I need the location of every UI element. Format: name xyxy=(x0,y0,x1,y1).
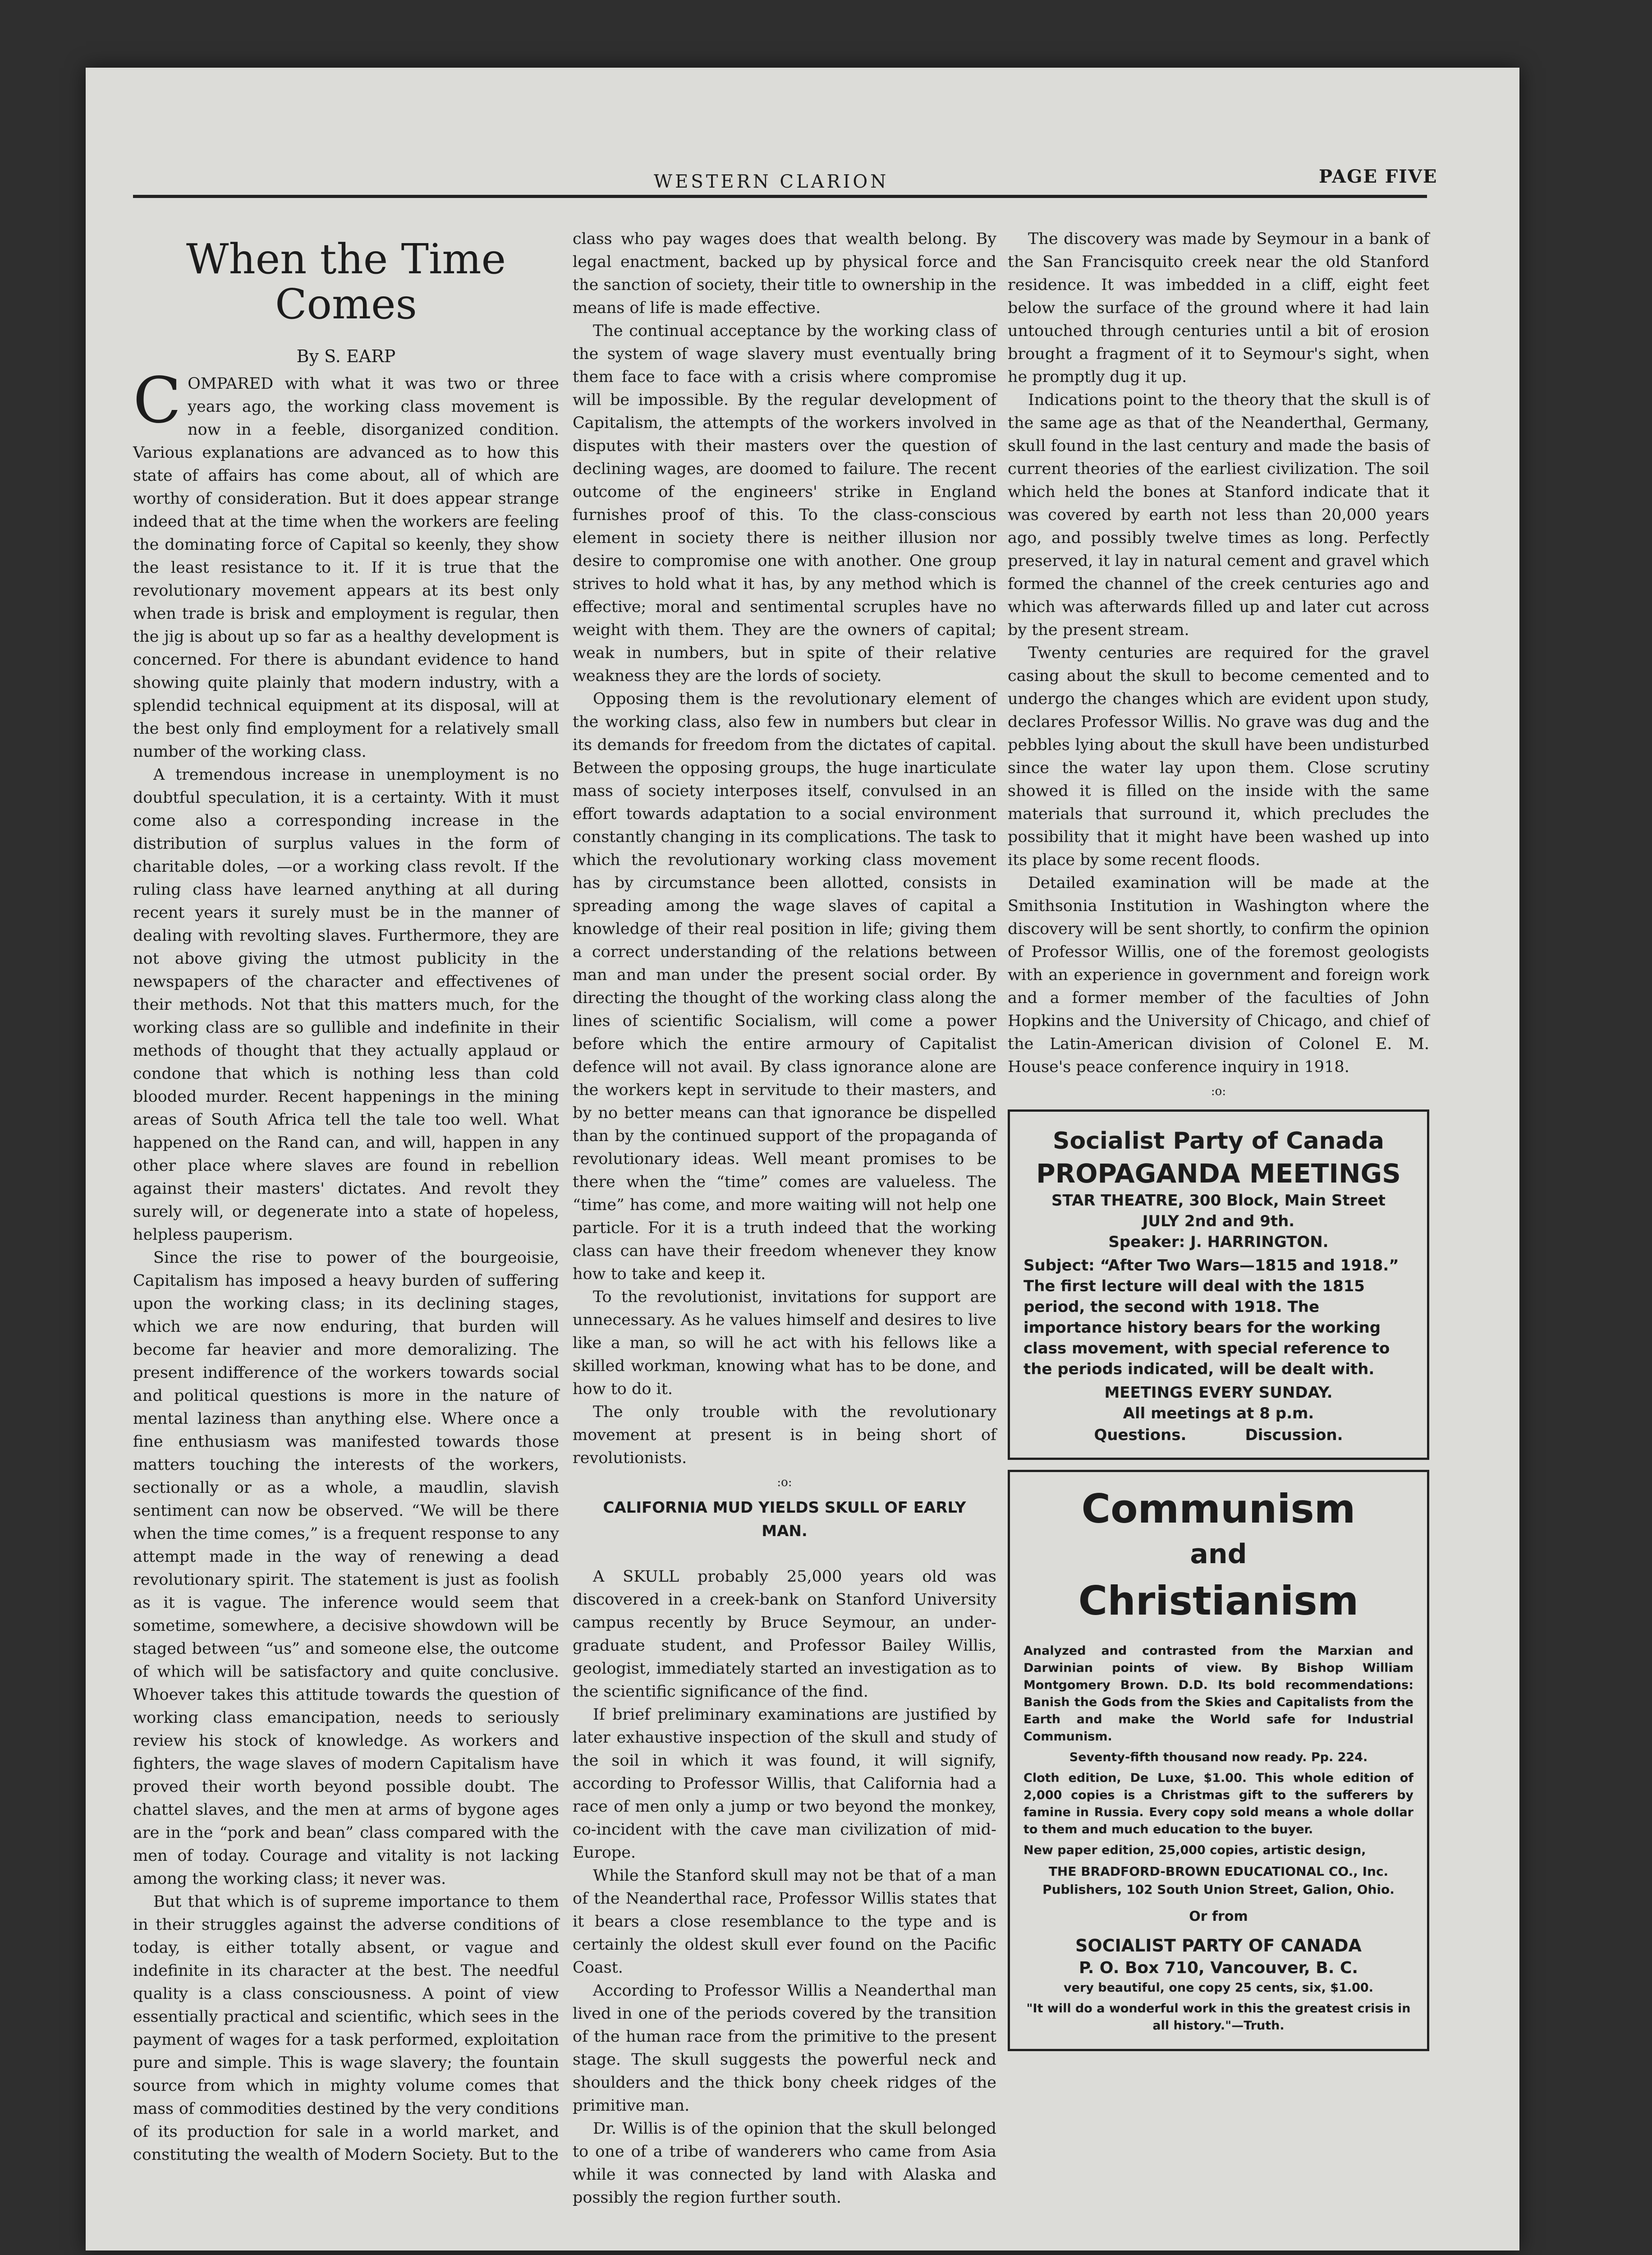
ad-discussion: Discussion. xyxy=(1245,1426,1343,1444)
section-divider: :o: xyxy=(1211,1085,1226,1098)
ad-headline: PROPAGANDA MEETINGS xyxy=(1036,1158,1401,1189)
article-title-line-1: When the Time xyxy=(186,235,506,283)
ad2-po-box: P. O. Box 710, Vancouver, B. C. xyxy=(1078,1959,1358,1977)
paragraph: Detailed examination will be made at the Smithsonia Institution in Washington where the discovery will be sent shortly, to confirm the opinion of Professor Willis, one of the foremost geologists with an experience in government and foreign work and a former member of the faculties of John Hopkins and the University of Chicago, and chief of the Latin-American division of Colonel E. M. House's peace conference inquiry in 1918. xyxy=(1008,874,1429,1076)
ad-questions: Questions. xyxy=(1094,1426,1187,1444)
ad2-spc: SOCIALIST PARTY OF CANADA xyxy=(1075,1936,1362,1956)
paragraph: But that which is of supreme importance to them in their struggles against the adverse conditions of today, is either totally absent, or vague and indefinite in its character at the best. The needful quality is a class consciousness. A point of view essentially practical and scientific, which sees in the payment of wages for a task performed, exploitation pure and simple. This is wage slavery; the fountain source from which in mighty volume comes that mass of commodities destined by the very conditions of its production for sale in a world market, and constituting the wealth of Modern Society. But to the xyxy=(133,1893,559,2164)
ad-dates: JULY 2nd and 9th. xyxy=(1142,1212,1295,1230)
paragraph-text: OMPARED with what it was two or three years ago, the working class movement is now in a feeble, disorganized condition. Various explanations are advanced as to how this state of affairs has come about, all of which are worthy of consideration. But it does appear strange indeed that at the time when the workers are feeling the dominating force of Capital so keenly, they show the least resistance to it. If it is true that the revolutionary movement appears at its best only when trade is brisk and employment is regular, then the jig is about up so far as a healthy development is concerned. For there is abundant evidence to hand showing quite plainly that modern industry, with a splendid technical equipment at its disposal, will at the best only find employment for a relatively small number of the working class. xyxy=(133,375,559,761)
paragraph: Twenty centuries are required for the gravel casing about the skull to become cemented and to undergo the changes which are evident upon study, declares Professor Willis. No grave was dug and the pebbles lying about the skull have been undisturbed since the water lay upon them. Close scrutiny showed it is filled on the inside with the same materials that surround it, which precludes the possibility that it might have been washed up into its place by some recent floods. xyxy=(1008,644,1429,869)
paragraph: A tremendous increase in unemployment is no doubtful speculation, it is a certainty. With it must come also a corresponding increase in the distribution of surplus values in the form of charitable doles, —or a working class revolt. If the ruling class have learned anything at all during recent years it surely must be in the manner of dealing with revolting slaves. Furthermore, they are not above giving the utmost publicity in the newspapers of the character and effectivenes of their methods. Not that this matters much, for the working class are so gullible and indefinite in their methods of thought that they actually applaud or condone that which is nothing less than cold blooded murder. Recent happenings in the mining areas of South Africa tell the tale too well. What happened on the Rand can, and will, happen in any other place where slaves are found in rebellion against their masters' dictates. And revolt they surely will, or degenerate into a state of hopeless, helpless pauperism. xyxy=(133,766,559,1244)
article-title xyxy=(133,237,559,327)
ad2-title-3: Christianism xyxy=(1078,1578,1359,1624)
paragraph: According to Professor Willis a Neanderthal man lived in one of the periods covered by the transition of the human race from the primitive to the present stage. The skull suggests the powerful neck and shoulders and the thick bony cheek ridges of the primitive man. xyxy=(573,1982,996,2115)
paragraph xyxy=(133,364,559,764)
header-rule xyxy=(133,195,1427,198)
paragraph: A SKULL probably 25,000 years old was discovered in a creek-bank on Stanford University campus recently by Bruce Seymour, an under-graduate student, and Professor Bailey Willis, geologist, immediately started an investigation as to the scientific significance of the find. xyxy=(573,1568,996,1701)
ad2-description: Analyzed and contrasted from the Marxian and Darwinian points of view. By Bishop William Montgomery Brown. D.D. Its bold recommendations: Banish the Gods from the Skies and Capitalists from the Earth and make the World safe for Industrial Communism. xyxy=(1023,1644,1413,1744)
paragraph: The discovery was made by Seymour in a bank of the San Francisquito creek near the old Stanford residence. It was imbedded in a cliff, eight feet below the surface of the ground where it had lain untouched through centuries until a bit of erosion brought a fragment of it to Seymour's sight, when he promptly dug it up. xyxy=(1008,230,1429,386)
ad2-publisher-address: Publishers, 102 South Union Street, Galion, Ohio. xyxy=(1042,1882,1395,1897)
ad-meetings: MEETINGS EVERY SUNDAY. xyxy=(1104,1384,1333,1402)
article-title-skull: CALIFORNIA MUD YIELDS SKULL OF EARLY MAN. xyxy=(603,1499,966,1540)
ad-time: All meetings at 8 p.m. xyxy=(1123,1404,1314,1422)
paragraph: If brief preliminary examinations are justified by later exhaustive inspection of the skull and study of the soil in which it was found, it will signify, according to Professor Willis, that California had a race of men only a jump or two beyond the monkey, co-incident with the cave man civilization of mid-Europe. xyxy=(573,1706,996,1862)
ad-venue: STAR THEATRE, 300 Block, Main Street xyxy=(1051,1192,1386,1210)
paragraph: The continual acceptance by the working class of the system of wage slavery must eventually bring them face to face with a crisis where compromise will be impossible. By the regular development of Capitalism, the attempts of the workers involved in disputes with their masters over the question of declining wages, are doomed to failure. The recent outcome of the engineers' strike in England furnishes proof of this. To the class-conscious element in society there is neither illusion nor desire to compromise one with another. One group strives to hold what it has, by any method which is effective; moral and sentimental scruples have no weight with them. They are the owners of capital; weak in numbers, but in spite of their relative weakness they are the lords of society. xyxy=(573,322,996,685)
ad2-quote: "It will do a wonderful work in this the greatest crisis in all history."—Truth. xyxy=(1026,2002,1411,2033)
ad-speaker: Speaker: J. HARRINGTON. xyxy=(1108,1233,1329,1251)
ad2-or-from: Or from xyxy=(1189,1909,1248,1924)
ad2-price: very beautiful, one copy 25 cents, six, $1.00. xyxy=(1064,1981,1373,1995)
paragraph: To the revolutionist, invitations for support are unnecessary. As he values himself and desires to live like a man, so will he act with his fellows like a skilled workman, knowing what has to be done, and how to do it. xyxy=(573,1288,996,1398)
ad2-title-2: and xyxy=(1190,1538,1247,1570)
ad-subject: Subject: “After Two Wars—1815 and 1918.” The first lecture will deal with the 1815 period, the second with 1918. The importance history bears for the working class movement, with special reference to the periods indicated, will be dealt with. xyxy=(1023,1256,1399,1378)
column-2 xyxy=(573,228,996,2209)
communism-christianism-ad xyxy=(1008,1470,1429,2051)
masthead-title: WESTERN CLARION xyxy=(654,171,889,192)
drop-cap: C xyxy=(133,364,182,437)
column-1 xyxy=(133,228,559,2167)
paragraph: Indications point to the theory that the skull is of the same age as that of the Neanderthal, Germany, skull found in the last century and made the basis of current theories of the earliest civilization. The soil which held the bones at Stanford indicate that it was covered by earth not less than 20,000 years ago, and possibly twelve times as long. Perfectly preserved, it lay in natural cement and gravel which formed the channel of the creek centuries ago and which was afterwards filled up and later cut across by the present stream. xyxy=(1008,391,1429,639)
ad2-edition-2: Cloth edition, De Luxe, $1.00. This whole edition of 2,000 copies is a Christmas gift to the sufferers by famine in Russia. Every copy sold means a whole dollar to them and much education to the buyer. xyxy=(1023,1771,1413,1836)
paragraph: Dr. Willis is of the opinion that the skull belonged to one of a tribe of wanderers who came from Asia while it was connected by land with Alaska and possibly the region further south. xyxy=(573,2120,996,2207)
section-divider: :o: xyxy=(777,1476,792,1489)
ad2-publisher-name: THE BRADFORD-BROWN EDUCATIONAL CO., Inc. xyxy=(1048,1864,1389,1879)
ad2-paper-edition: New paper edition, 25,000 copies, artistic design, xyxy=(1023,1843,1366,1857)
column-3 xyxy=(1008,228,1429,2051)
byline: By S. EARP xyxy=(296,346,396,366)
paragraph: While the Stanford skull may not be that of a man of the Neanderthal race, Professor Willis states that it bears a close resemblance to the type and is certainly the oldest skull ever found on the Pacific Coast. xyxy=(573,1867,996,1977)
ad2-title-1: Communism xyxy=(1081,1486,1356,1532)
paragraph: class who pay wages does that wealth belong. By legal enactment, backed up by physical force and the sanction of society, their title to ownership in the means of life is made effective. xyxy=(573,230,996,317)
ad2-edition-1: Seventy-fifth thousand now ready. Pp. 224. xyxy=(1069,1750,1368,1764)
page-number: PAGE FIVE xyxy=(1319,166,1438,187)
paragraph: The only trouble with the revolutionary movement at present is in being short of revolutionists. xyxy=(573,1403,996,1467)
paragraph: Since the rise to power of the bourgeoisie, Capitalism has imposed a heavy burden of suffering upon the working class; in its declining stages, which we are now enduring, that burden will become far heavier and more demoralizing. The present indifference of the workers towards social and political questions is more in the nature of mental laziness than anything else. Where once a fine enthusiasm was manifested towards those matters touching the interests of the workers, sectionally or as a whole, a maudlin, slavish sentiment can now be observed. “We will be there when the time comes,” is a frequent response to any attempt made in the way of renewing a dead revolutionary spirit. The statement is just as foolish as it is vague. The inference would seem that sometime, somewhere, a decisive showdown will be staged between “us” and someone else, the outcome of which will be satisfactory and quite conclusive. Whoever takes this attitude towards the question of working class emancipation, needs to seriously review his stock of knowledge. As workers and fighters, the wage slaves of modern Capitalism have proved their worth beyond possible doubt. The chattel slaves, and the men at arms of bygone ages are in the “pork and bean” class compared with the men of today. Courage and vitality is not lacking among the working class; it never was. xyxy=(133,1249,559,1888)
article-title-line-2: Comes xyxy=(275,280,417,328)
ad-org: Socialist Party of Canada xyxy=(1053,1128,1384,1155)
paragraph: Opposing them is the revolutionary element of the working class, also few in numbers but clear in its demands for freedom from the dictates of capital. Between the opposing groups, the huge inarticulate mass of society interposes itself, convulsed in an effort towards adaptation to a social environment constantly changing in its complications. The task to which the revolutionary working class movement has by circumstance been allotted, consists in spreading among the wage slaves of capital a knowledge of their real position in life; giving them a correct understanding of the relations between man and man under the present social order. By directing the thought of the working class along the lines of scientific Socialism, will come a power before which the entire armoury of Capitalist defence will not avail. By class ignorance alone are the workers kept in servitude to their masters, and by no better means can that ignorance be dispelled than by the continued support of the propaganda of revolutionary ideas. Well meant promises to be there when the “time” comes are valueless. The “time” has come, and more waiting will not help one particle. For it is a truth indeed that the working class can have their freedom whenever they know how to take and keep it. xyxy=(573,690,996,1283)
ad-footer xyxy=(1023,1424,1413,1447)
propaganda-meetings-ad xyxy=(1008,1109,1429,1460)
